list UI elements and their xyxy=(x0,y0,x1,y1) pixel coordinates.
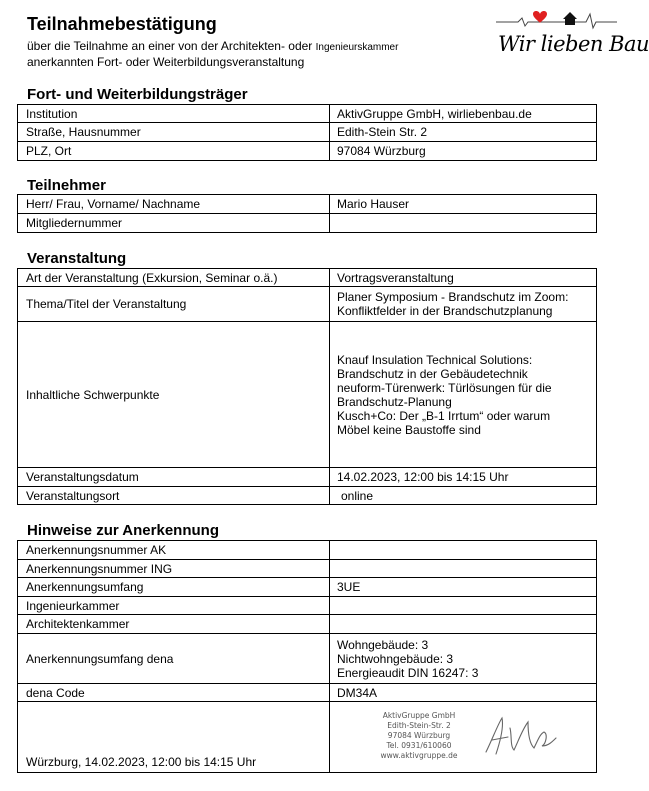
table-row xyxy=(18,597,597,615)
value-thema xyxy=(330,287,597,322)
value-art: Vortragsveranstaltung xyxy=(330,269,597,287)
value-anerkennungsnummer-ing xyxy=(330,560,597,578)
value-mitgliedernummer xyxy=(330,214,597,233)
label-datum: Veranstaltungsdatum xyxy=(18,468,330,487)
value-strasse: Edith-Stein Str. 2 xyxy=(330,123,597,142)
document-title: Teilnahmebestätigung xyxy=(27,14,217,34)
label-ingenieurkammer: Ingenieurkammer xyxy=(18,597,330,615)
label-name: Herr/ Frau, Vorname/ Nachname xyxy=(18,195,330,214)
stamp-line: Edith-Stein-Str. 2 xyxy=(387,721,451,730)
section-heading-hinweise: Hinweise zur Anerkennung xyxy=(27,522,219,539)
document-subtitle xyxy=(27,39,398,69)
value-datum: 14.02.2023, 12:00 bis 14:15 Uhr xyxy=(330,468,597,487)
label-art: Art der Veranstaltung (Exkursion, Seminar o.ä.) xyxy=(18,269,330,287)
sign-place-date-text: Würzburg, 14.02.2023, 12:00 bis 14:15 Uhr xyxy=(26,755,257,769)
section-heading-veranstaltung: Veranstaltung xyxy=(27,250,127,267)
table-row xyxy=(18,322,597,468)
schwerpunkt-line: Kusch+Co: Der „B-1 Irrtum“ oder warum xyxy=(337,408,551,423)
label-dena-code: dena Code xyxy=(18,684,330,702)
label-dena-umfang: Anerkennungsumfang dena xyxy=(18,634,330,684)
dena-line: Nichtwohngebäude: 3 xyxy=(337,651,454,666)
thema-line-2: Konfliktfelder in der Brandschutzplanung xyxy=(337,304,553,318)
label-anerkennungsnummer-ak: Anerkennungsnummer AK xyxy=(18,541,330,560)
schwerpunkt-line: neuform-Türenwerk: Türlösungen für die xyxy=(337,380,552,395)
handwritten-signature xyxy=(478,710,568,762)
value-anerkennungsnummer-ak xyxy=(330,541,597,560)
table-row xyxy=(18,468,597,487)
value-ort: online xyxy=(330,487,597,505)
value-dena-umfang xyxy=(330,634,597,684)
subtitle-line-1-small: Ingenieurskammer xyxy=(315,42,399,53)
table-row xyxy=(18,287,597,322)
dena-line: Wohngebäude: 3 xyxy=(337,637,429,652)
label-anerkennungsumfang: Anerkennungsumfang xyxy=(18,578,330,597)
signature-cell xyxy=(330,702,597,773)
table-row xyxy=(18,684,597,702)
value-ingenieurkammer xyxy=(330,597,597,615)
table-row xyxy=(18,615,597,634)
stamp-line: AktivGruppe GmbH xyxy=(382,711,456,720)
table-row xyxy=(18,578,597,597)
label-plz-ort: PLZ, Ort xyxy=(18,142,330,161)
label-institution: Institution xyxy=(18,105,330,123)
table-row xyxy=(18,142,597,161)
label-mitgliedernummer: Mitgliedernummer xyxy=(18,214,330,233)
value-name: Mario Hauser xyxy=(330,195,597,214)
hinweise-table xyxy=(17,540,597,773)
subtitle-line-2: anerkannten Fort- oder Weiterbildungsveranstaltung xyxy=(27,55,305,69)
subtitle-line-1: über die Teilnahme an einer von der Architekten- oder xyxy=(27,39,313,53)
heart-icon xyxy=(533,11,547,23)
value-dena-code: DM34A xyxy=(330,684,597,702)
label-thema: Thema/Titel der Veranstaltung xyxy=(18,287,330,322)
schwerpunkt-line: Brandschutz-Planung xyxy=(337,394,452,409)
veranstaltung-table xyxy=(17,268,597,505)
value-plz-ort: 97084 Würzburg xyxy=(330,142,597,161)
stamp-line: Tel. 0931/610060 xyxy=(386,741,452,750)
teilnehmer-table xyxy=(17,194,597,233)
schwerpunkt-line: Knauf Insulation Technical Solutions: xyxy=(337,352,533,367)
label-ort: Veranstaltungsort xyxy=(18,487,330,505)
table-row xyxy=(18,195,597,214)
sign-place-date xyxy=(18,702,330,773)
schwerpunkt-line: Brandschutz in der Gebäudetechnik xyxy=(337,366,528,381)
table-row xyxy=(18,214,597,233)
table-row xyxy=(18,487,597,505)
label-schwerpunkte: Inhaltliche Schwerpunkte xyxy=(18,322,330,468)
schwerpunkt-line: Möbel keine Baustoffe sind xyxy=(337,422,481,437)
label-anerkennungsnummer-ing: Anerkennungsnummer ING xyxy=(18,560,330,578)
house-icon xyxy=(563,12,577,25)
value-architektenkammer xyxy=(330,615,597,634)
table-row xyxy=(18,269,597,287)
stamp-line: www.aktivgruppe.de xyxy=(380,751,458,760)
company-stamp xyxy=(374,711,464,761)
section-heading-teilnehmer: Teilnehmer xyxy=(27,177,106,194)
traeger-table xyxy=(17,104,597,161)
dena-line: Energieaudit DIN 16247: 3 xyxy=(337,665,479,680)
value-anerkennungsumfang: 3UE xyxy=(330,578,597,597)
value-schwerpunkte xyxy=(330,322,597,468)
section-heading-traeger: Fort- und Weiterbildungsträger xyxy=(27,86,248,103)
label-architektenkammer: Architektenkammer xyxy=(18,615,330,634)
value-institution: AktivGruppe GmbH, wirliebenbau.de xyxy=(330,105,597,123)
label-strasse: Straße, Hausnummer xyxy=(18,123,330,142)
stamp-line: 97084 Würzburg xyxy=(387,731,451,740)
thema-line-1: Planer Symposium - Brandschutz im Zoom: xyxy=(337,290,569,304)
company-logo xyxy=(496,6,649,64)
logo-text: Wir lieben Bau xyxy=(498,32,649,56)
table-row xyxy=(18,123,597,142)
table-row xyxy=(18,541,597,560)
table-row xyxy=(18,702,597,773)
table-row xyxy=(18,560,597,578)
table-row xyxy=(18,634,597,684)
table-row xyxy=(18,105,597,123)
